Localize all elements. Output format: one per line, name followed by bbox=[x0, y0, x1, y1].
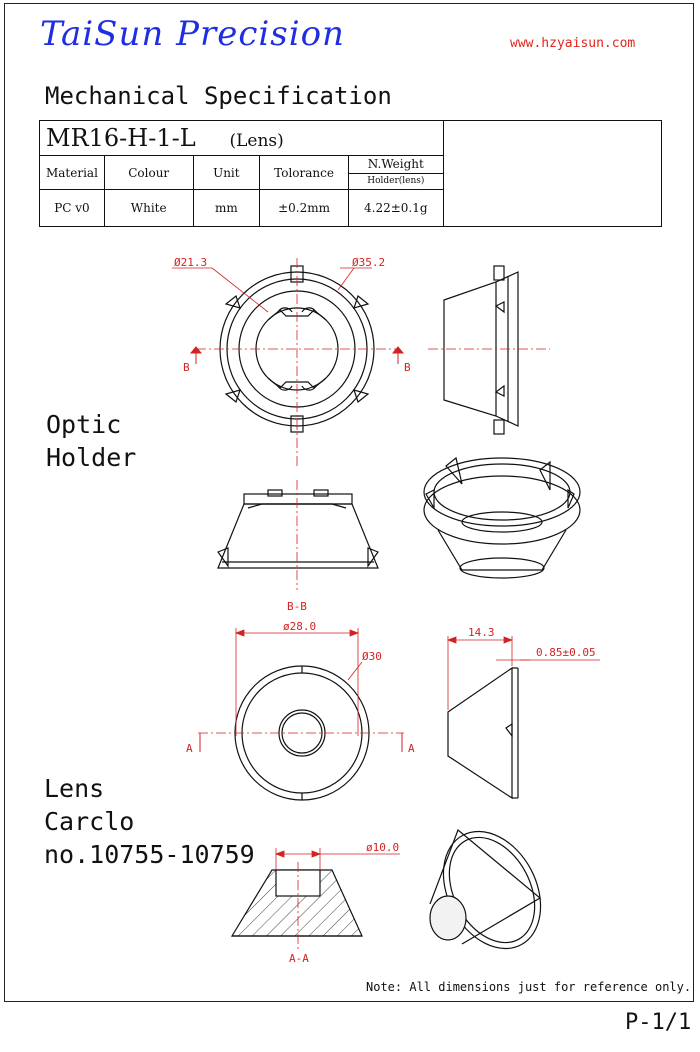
holder-centerlines bbox=[196, 258, 400, 468]
lens-side-view bbox=[448, 668, 518, 798]
label-line: Lens bbox=[44, 774, 105, 803]
dim-height: 14.3 bbox=[468, 626, 495, 639]
weight-sublabel: Holder(lens) bbox=[367, 176, 425, 186]
dim-dia-28: ø28.0 bbox=[283, 620, 317, 633]
label-line: Optic bbox=[46, 410, 122, 439]
header-tolerance: Tolorance bbox=[260, 156, 349, 190]
lens-dim-lines bbox=[236, 628, 362, 736]
dim-outer-dia: Ø35.2 bbox=[352, 256, 386, 269]
label-line: Carclo bbox=[44, 807, 135, 836]
value-material: PC v0 bbox=[40, 190, 105, 227]
dim-dia-10: ø10.0 bbox=[366, 841, 400, 854]
section-a-left: A bbox=[186, 742, 193, 755]
header-material: Material bbox=[40, 156, 105, 190]
value-unit: mm bbox=[193, 190, 260, 227]
website-url[interactable]: www.hzyaisun.com bbox=[510, 36, 636, 51]
dim-inner-dia: Ø21.3 bbox=[174, 256, 208, 269]
value-tolerance: ±0.2mm bbox=[260, 190, 349, 227]
holder-side-view bbox=[444, 266, 518, 434]
page-number: P-1/1 bbox=[625, 1010, 692, 1035]
weight-label: N.Weight bbox=[349, 156, 443, 174]
holder-section-view bbox=[218, 490, 378, 568]
section-b-right: B bbox=[404, 361, 411, 374]
section-a-right: A bbox=[408, 742, 415, 755]
section-b-left: B bbox=[183, 361, 190, 374]
value-colour: White bbox=[104, 190, 193, 227]
label-line: no.10755-10759 bbox=[44, 840, 255, 869]
brand-title: TaiSun Precision bbox=[40, 14, 345, 54]
part-type: (Lens) bbox=[229, 131, 284, 151]
label-line: Holder bbox=[46, 443, 137, 472]
header-unit: Unit bbox=[193, 156, 260, 190]
value-weight: 4.22±0.1g bbox=[348, 190, 443, 227]
holder-isometric-view bbox=[424, 458, 580, 578]
part-number: MR16-H-1-L bbox=[46, 124, 196, 152]
lens-isometric-view bbox=[424, 815, 560, 966]
section-aa-label: A-A bbox=[289, 952, 309, 965]
holder-dim-lines bbox=[172, 268, 372, 312]
dim-thickness: 0.85±0.05 bbox=[536, 646, 596, 659]
lens-section-markers bbox=[200, 733, 402, 752]
dim-dia-30: Ø30 bbox=[362, 650, 382, 663]
lens-section-view bbox=[232, 870, 362, 936]
reference-note: Note: All dimensions just for reference only. bbox=[366, 980, 692, 994]
section-bb-label: B-B bbox=[287, 600, 307, 613]
header-colour: Colour bbox=[104, 156, 193, 190]
page-heading: Mechanical Specification bbox=[45, 82, 392, 110]
